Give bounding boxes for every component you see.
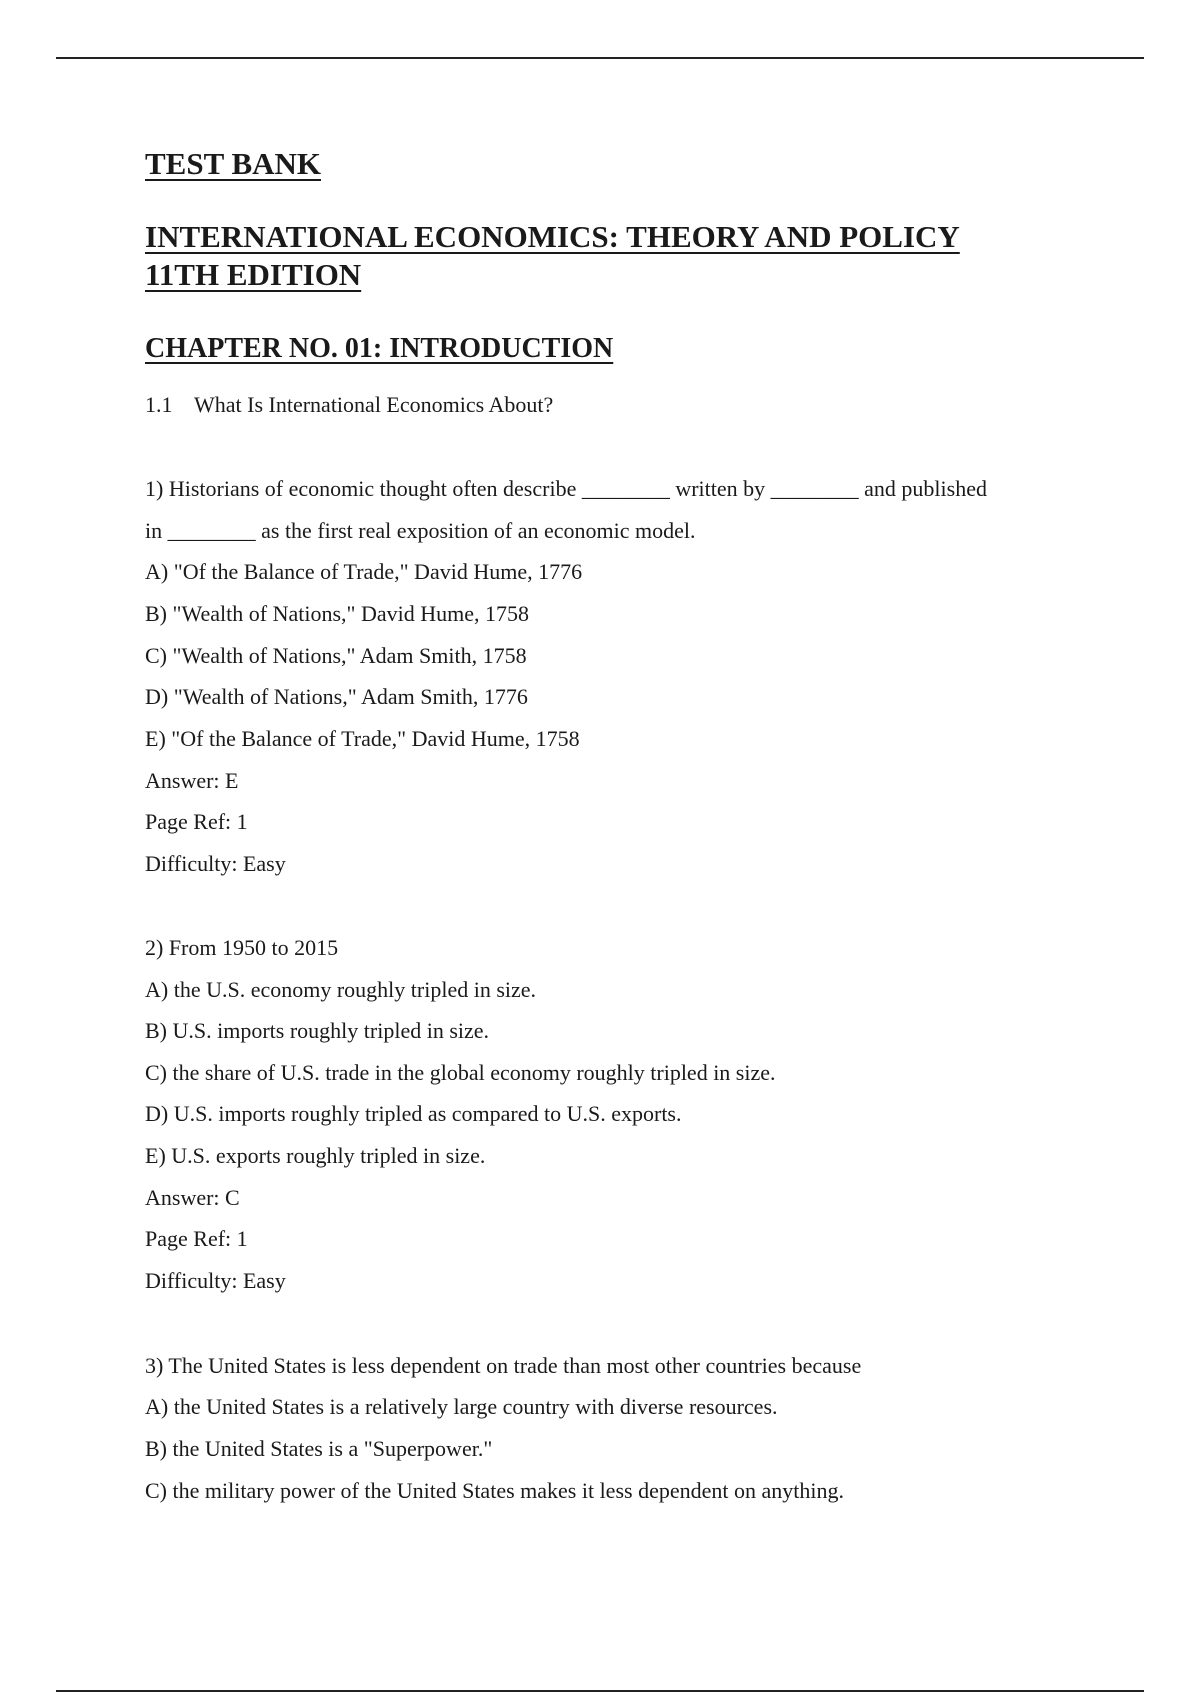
question-stem-continued: in ________ as the first real exposition of an economic model. [145, 518, 696, 543]
answer: Answer: C [145, 1185, 240, 1210]
option-a: A) "Of the Balance of Trade," David Hume, 1776 [145, 559, 583, 584]
option-e: E) "Of the Balance of Trade," David Hume, 1758 [145, 726, 580, 751]
difficulty: Difficulty: Easy [145, 1268, 286, 1293]
question-stem: 2) From 1950 to 2015 [145, 935, 339, 960]
option-c: C) "Wealth of Nations," Adam Smith, 1758 [145, 643, 527, 668]
option-a: A) the United States is a relatively large country with diverse resources. [145, 1394, 778, 1419]
book-title-line-2: 11TH EDITION [145, 257, 362, 292]
section-heading [145, 390, 553, 420]
option-b: B) the United States is a "Superpower." [145, 1436, 493, 1461]
option-b: B) U.S. imports roughly tripled in size. [145, 1018, 490, 1043]
answer: Answer: E [145, 768, 239, 793]
option-a: A) the U.S. economy roughly tripled in size. [145, 977, 537, 1002]
question-stem: 3) The United States is less dependent on trade than most other countries because [145, 1353, 862, 1378]
option-b: B) "Wealth of Nations," David Hume, 1758 [145, 601, 530, 626]
book-edition [145, 256, 361, 294]
option-e: E) U.S. exports roughly tripled in size. [145, 1143, 486, 1168]
section-number: 1.1 [145, 392, 173, 417]
option-d: D) "Wealth of Nations," Adam Smith, 1776 [145, 684, 528, 709]
document-title: TEST BANK [145, 146, 322, 181]
page-ref: Page Ref: 1 [145, 1226, 248, 1251]
option-c: C) the military power of the United States makes it less dependent on anything. [145, 1478, 844, 1503]
bottom-rule [56, 1690, 1144, 1692]
option-c: C) the share of U.S. trade in the global economy roughly tripled in size. [145, 1060, 776, 1085]
difficulty: Difficulty: Easy [145, 851, 286, 876]
book-title [145, 218, 960, 256]
section-name: What Is International Economics About? [194, 392, 554, 417]
page-ref: Page Ref: 1 [145, 809, 248, 834]
question-stem: 1) Historians of economic thought often describe ________ written by ________ and published [145, 476, 987, 501]
option-d: D) U.S. imports roughly tripled as compared to U.S. exports. [145, 1101, 682, 1126]
top-rule [56, 57, 1144, 59]
chapter-title: CHAPTER NO. 01: INTRODUCTION [145, 333, 614, 364]
book-title-line-1: INTERNATIONAL ECONOMICS: THEORY AND POLICY [145, 219, 960, 254]
